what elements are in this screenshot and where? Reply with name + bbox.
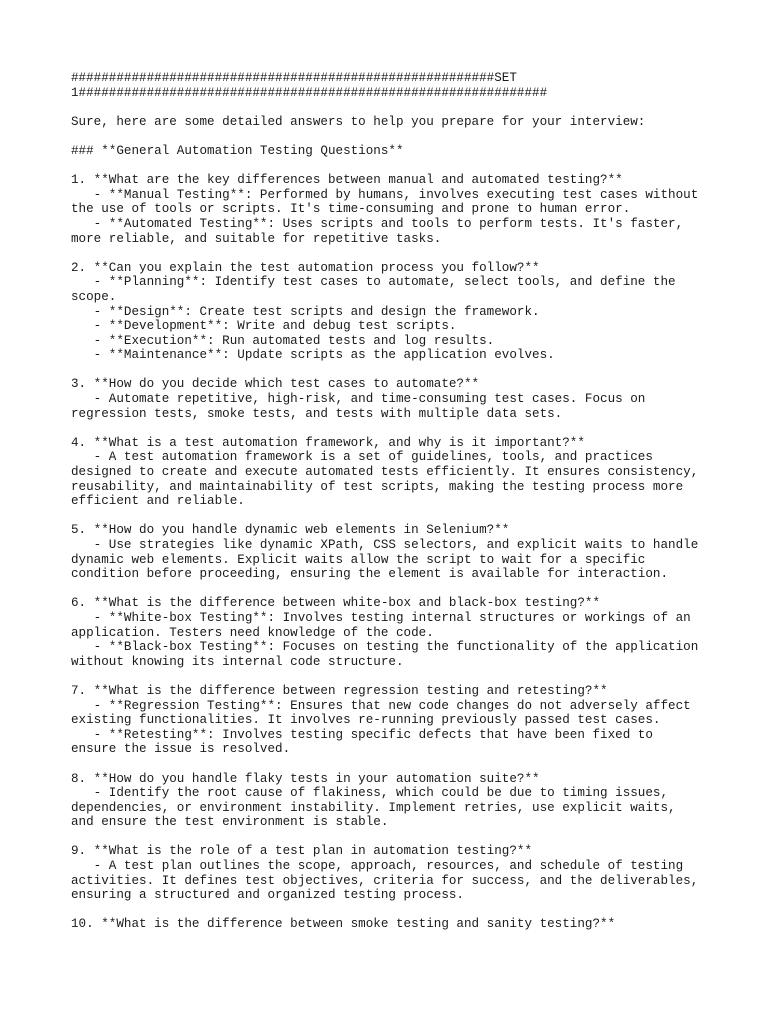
blank-line <box>71 582 711 597</box>
blank-line <box>71 509 711 524</box>
answer-text: efficient and reliable. <box>71 494 245 509</box>
answer-text: - **White-box Testing**: Involves testing internal structures or workings of an <box>71 610 691 625</box>
blank-line <box>71 159 711 174</box>
blank-line <box>71 903 711 918</box>
question-9: 9. **What is the role of a test plan in automation testing?** <box>71 844 533 859</box>
answer-text: dynamic web elements. Explicit waits allow the script to wait for a specific <box>71 552 646 567</box>
answer-text: - Identify the root cause of flakiness, which could be due to timing issues, <box>71 786 669 801</box>
answer-text: - **Retesting**: Involves testing specific defects that have been fixed to <box>71 727 653 742</box>
question-10: 10. **What is the difference between smoke testing and sanity testing?** <box>71 917 616 932</box>
blank-line <box>71 669 711 684</box>
answer-text: and ensure the test environment is stable. <box>71 815 389 830</box>
blank-line <box>71 757 711 772</box>
separator-line: ########################################################SET <box>71 71 517 85</box>
answer-text: designed to create and execute automated tests efficiently. It ensures consistency, <box>71 465 699 480</box>
question-6: 6. **What is the difference between white-box and black-box testing?** <box>71 596 601 611</box>
answer-text: - **Maintenance**: Update scripts as the application evolves. <box>71 348 555 363</box>
answer-text: application. Testers need knowledge of the code. <box>71 625 434 640</box>
answer-text: - **Automated Testing**: Uses scripts and tools to perform tests. It's faster, <box>71 216 684 231</box>
document-page <box>71 71 711 932</box>
blank-line <box>71 100 711 115</box>
answer-text: - A test plan outlines the scope, approach, resources, and schedule of testing <box>71 859 684 874</box>
answer-text: - **Development**: Write and debug test scripts. <box>71 319 457 334</box>
answer-text: ensuring a structured and organized testing process. <box>71 888 464 903</box>
answer-text: without knowing its internal code structure. <box>71 654 404 669</box>
answer-text: - Automate repetitive, high-risk, and time-consuming test cases. Focus on <box>71 392 646 407</box>
question-8: 8. **How do you handle flaky tests in your automation suite?** <box>71 771 540 786</box>
answer-text: - A test automation framework is a set of guidelines, tools, and practices <box>71 450 653 465</box>
blank-line <box>71 246 711 261</box>
answer-text: the use of tools or scripts. It's time-consuming and prone to human error. <box>71 202 631 217</box>
answer-text: - **Planning**: Identify test cases to automate, select tools, and define the <box>71 275 676 290</box>
answer-text: - **Execution**: Run automated tests and log results. <box>71 333 495 348</box>
question-7: 7. **What is the difference between regression testing and retesting?** <box>71 683 608 698</box>
question-5: 5. **How do you handle dynamic web elements in Selenium?** <box>71 523 510 538</box>
answer-text: - **Regression Testing**: Ensures that new code changes do not adversely affect <box>71 698 691 713</box>
question-1: 1. **What are the key differences between manual and automated testing?** <box>71 173 623 188</box>
answer-text: more reliable, and suitable for repetitive tasks. <box>71 231 442 246</box>
answer-text: activities. It defines test objectives, criteria for success, and the deliverables, <box>71 873 699 888</box>
answer-text: - **Manual Testing**: Performed by humans, involves executing test cases without <box>71 187 699 202</box>
answer-text: regression tests, smoke tests, and tests with multiple data sets. <box>71 406 563 421</box>
question-4: 4. **What is a test automation framework, and why is it important?** <box>71 435 585 450</box>
question-2: 2. **Can you explain the test automation process you follow?** <box>71 260 540 275</box>
separator-line: 1############################################################## <box>71 85 548 100</box>
answer-text: condition before proceeding, ensuring the element is available for interaction. <box>71 567 669 582</box>
answer-text: dependencies, or environment instability. Implement retries, use explicit waits, <box>71 800 676 815</box>
blank-line <box>71 363 711 378</box>
intro-text: Sure, here are some detailed answers to help you prepare for your interview: <box>71 114 646 129</box>
answer-text: reusability, and maintainability of test scripts, making the testing process more <box>71 479 684 494</box>
section-heading: ### **General Automation Testing Questions** <box>71 143 404 158</box>
answer-text: existing functionalities. It involves re-running previously passed test cases. <box>71 713 661 728</box>
answer-text: scope. <box>71 289 117 304</box>
blank-line <box>71 129 711 144</box>
answer-text: - Use strategies like dynamic XPath, CSS selectors, and explicit waits to handle <box>71 538 699 552</box>
question-3: 3. **How do you decide which test cases to automate?** <box>71 377 480 392</box>
blank-line <box>71 421 711 436</box>
answer-text: - **Design**: Create test scripts and design the framework. <box>71 304 540 319</box>
answer-text: - **Black-box Testing**: Focuses on testing the functionality of the application <box>71 640 699 655</box>
blank-line <box>71 830 711 845</box>
answer-text: ensure the issue is resolved. <box>71 742 291 757</box>
